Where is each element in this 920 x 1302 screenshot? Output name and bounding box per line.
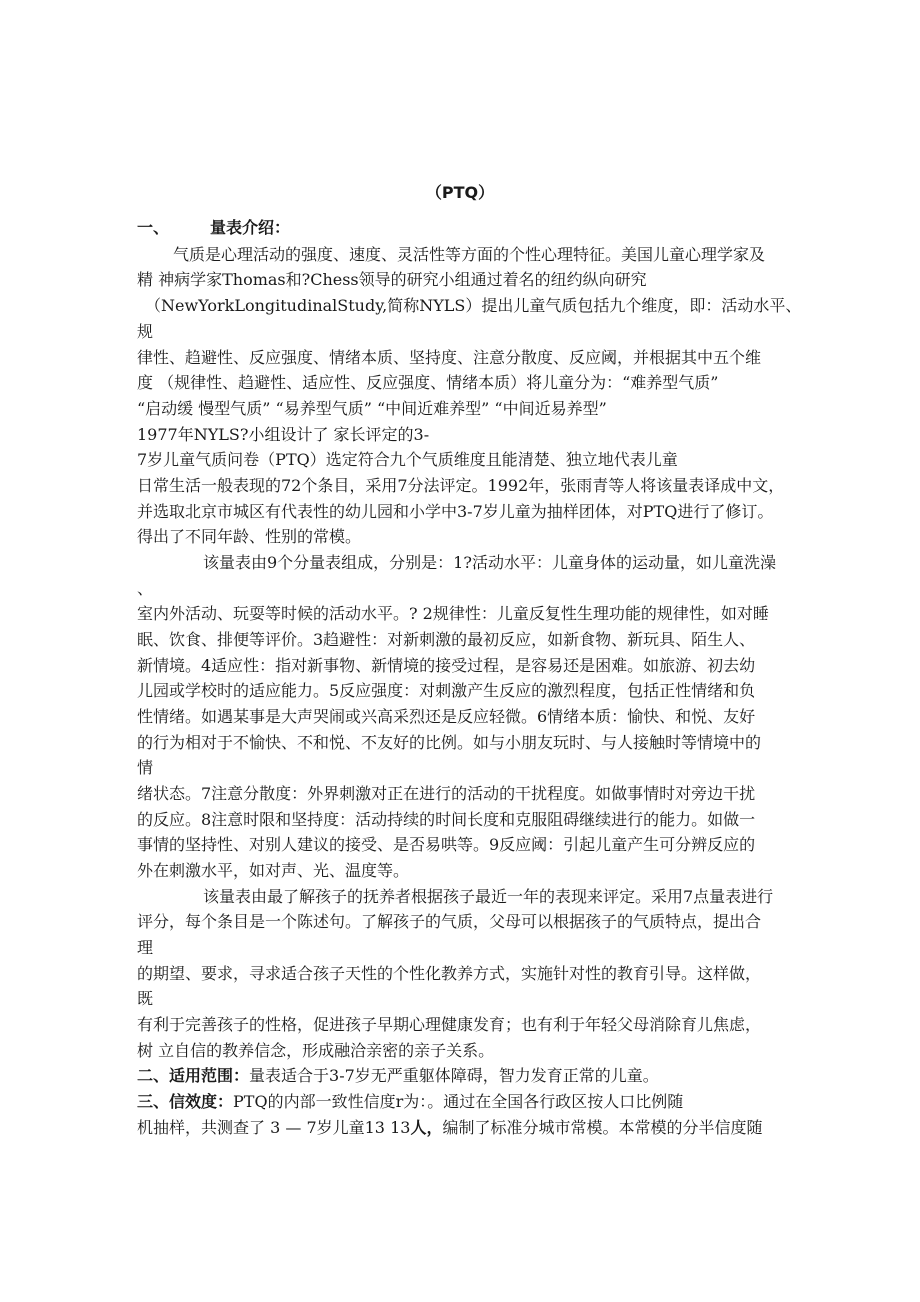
section-3-label: 三、信效度：	[137, 1092, 234, 1111]
text-line: 得出了不同年龄、性别的常模。	[137, 527, 362, 546]
text-line: 精 神病学家Thomas和?Chess领导的研究小组通过着名的纽约纵向研究	[137, 270, 647, 289]
section-2-line	[137, 1066, 659, 1086]
text-line: 的行为相对于不愉快、不和悦、不友好的比例。如与小朋友玩时、与人接触时等情境中的	[137, 733, 762, 752]
section-3-text: PTQ的内部一致性信度r为：。通过在全国各行政区按人口比例随	[233, 1092, 684, 1111]
text-line: 气质是心理活动的强度、速度、灵活性等方面的个性心理特征。美国儿童心理学家及	[173, 245, 766, 264]
section-2-label: 二、适用范围：	[137, 1066, 250, 1085]
text-line: 的反应。8注意时限和坚持度：活动持续的时间长度和克服阻碍继续进行的能力。如做一	[137, 810, 756, 829]
text-line: 情	[137, 758, 154, 777]
text-line: （NewYorkLongitudinalStudy,简称NYLS）提出儿童气质包括九个维度，即：活动水平、	[145, 296, 802, 315]
text-line: 室内外活动、玩耍等时候的活动水平。? 2规律性：儿童反复性生理功能的规律性，如对睡	[137, 604, 769, 623]
section-number: 一、	[137, 218, 170, 237]
section-3-text-c: 编制了标准分城市常模。本常模的分半信度随	[442, 1118, 763, 1137]
text-line: 儿园或学校时的适应能力。5反应强度：对刺激产生反应的激烈程度，包括正性情绪和负	[137, 681, 756, 700]
text-line: 理	[137, 938, 154, 957]
text-line: 7岁儿童气质问卷（PTQ）选定符合九个气质维度且能清楚、独立地代表儿童	[137, 450, 678, 469]
text-line: 事情的坚持性、对别人建议的接受、是否易哄等。9反应阈：引起儿童产生可分辨反应的	[137, 835, 756, 854]
text-line: 规	[137, 322, 154, 341]
document-title: （PTQ）	[425, 183, 495, 202]
text-line: 评分，每个条目是一个陈述句。了解孩子的气质，父母可以根据孩子的气质特点，提出合	[137, 912, 762, 931]
text-line: 1977年NYLS?小组设计了 家长评定的3-	[137, 425, 430, 444]
text-line: 外在刺激水平，如对声、光、温度等。	[137, 861, 410, 880]
text-line: 的期望、要求，寻求适合孩子天性的个性化教养方式，实施针对性的教育引导。这样做，	[137, 964, 762, 983]
text-line: 既	[137, 989, 154, 1008]
text-line: 度 （规律性、趋避性、适应性、反应强度、情绪本质）将儿童分为：“难养型气质”	[137, 373, 719, 392]
text-line: 性情绪。如遇某事是大声哭闹或兴高采烈还是反应轻微。6情绪本质：愉快、和悦、友好	[137, 707, 756, 726]
section-3-text-a: 机抽样，共测查了 3 — 7岁儿童13 13	[137, 1118, 411, 1137]
section-label: 量表介绍：	[210, 218, 291, 237]
text-line: 眠、饮食、排便等评价。3趋避性：对新刺激的最初反应，如新食物、新玩具、陌生人、	[137, 630, 756, 649]
text-line: 有利于完善孩子的性格，促进孩子早期心理健康发育；也有利于年轻父母消除育儿焦虑，	[137, 1015, 762, 1034]
text-line: 、	[137, 579, 154, 598]
text-line: 绪状态。7注意分散度：外界刺激对正在进行的活动的干扰程度。如做事情时对旁边干扰	[137, 784, 756, 803]
text-line: 律性、趋避性、反应强度、情绪本质、坚持度、注意分散度、反应阈，并根据其中五个维	[137, 348, 762, 367]
text-line: 该量表由9个分量表组成，分别是：1?活动水平：儿童身体的运动量，如儿童洗澡	[203, 553, 776, 572]
section-3-text-b: 人，	[410, 1118, 443, 1137]
text-line: 并选取北京市城区有代表性的幼儿园和小学中3-7岁儿童为抽样团体，对PTQ进行了修订。	[137, 502, 774, 521]
text-line: 树 立自信的教养信念，形成融洽亲密的亲子关系。	[137, 1041, 495, 1060]
section-3-line-2	[137, 1118, 762, 1138]
text-line: 该量表由最了解孩子的抚养者根据孩子最近一年的表现来评定。采用7点量表进行	[203, 887, 774, 906]
section-2-text: 量表适合于3-7岁无严重躯体障碍，智力发育正常的儿童。	[249, 1066, 659, 1085]
text-line: “启动缓 慢型气质” “易养型气质” “中间近难养型” “中间近易养型”	[137, 399, 607, 418]
section-3-line	[137, 1092, 683, 1112]
text-line: 日常生活一般表现的72个条目，采用7分法评定。1992年，张雨青等人将该量表译成中文，	[137, 476, 785, 495]
text-line: 新情境。4适应性：指对新事物、新情境的接受过程，是容易还是困难。如旅游、初去幼	[137, 656, 756, 675]
